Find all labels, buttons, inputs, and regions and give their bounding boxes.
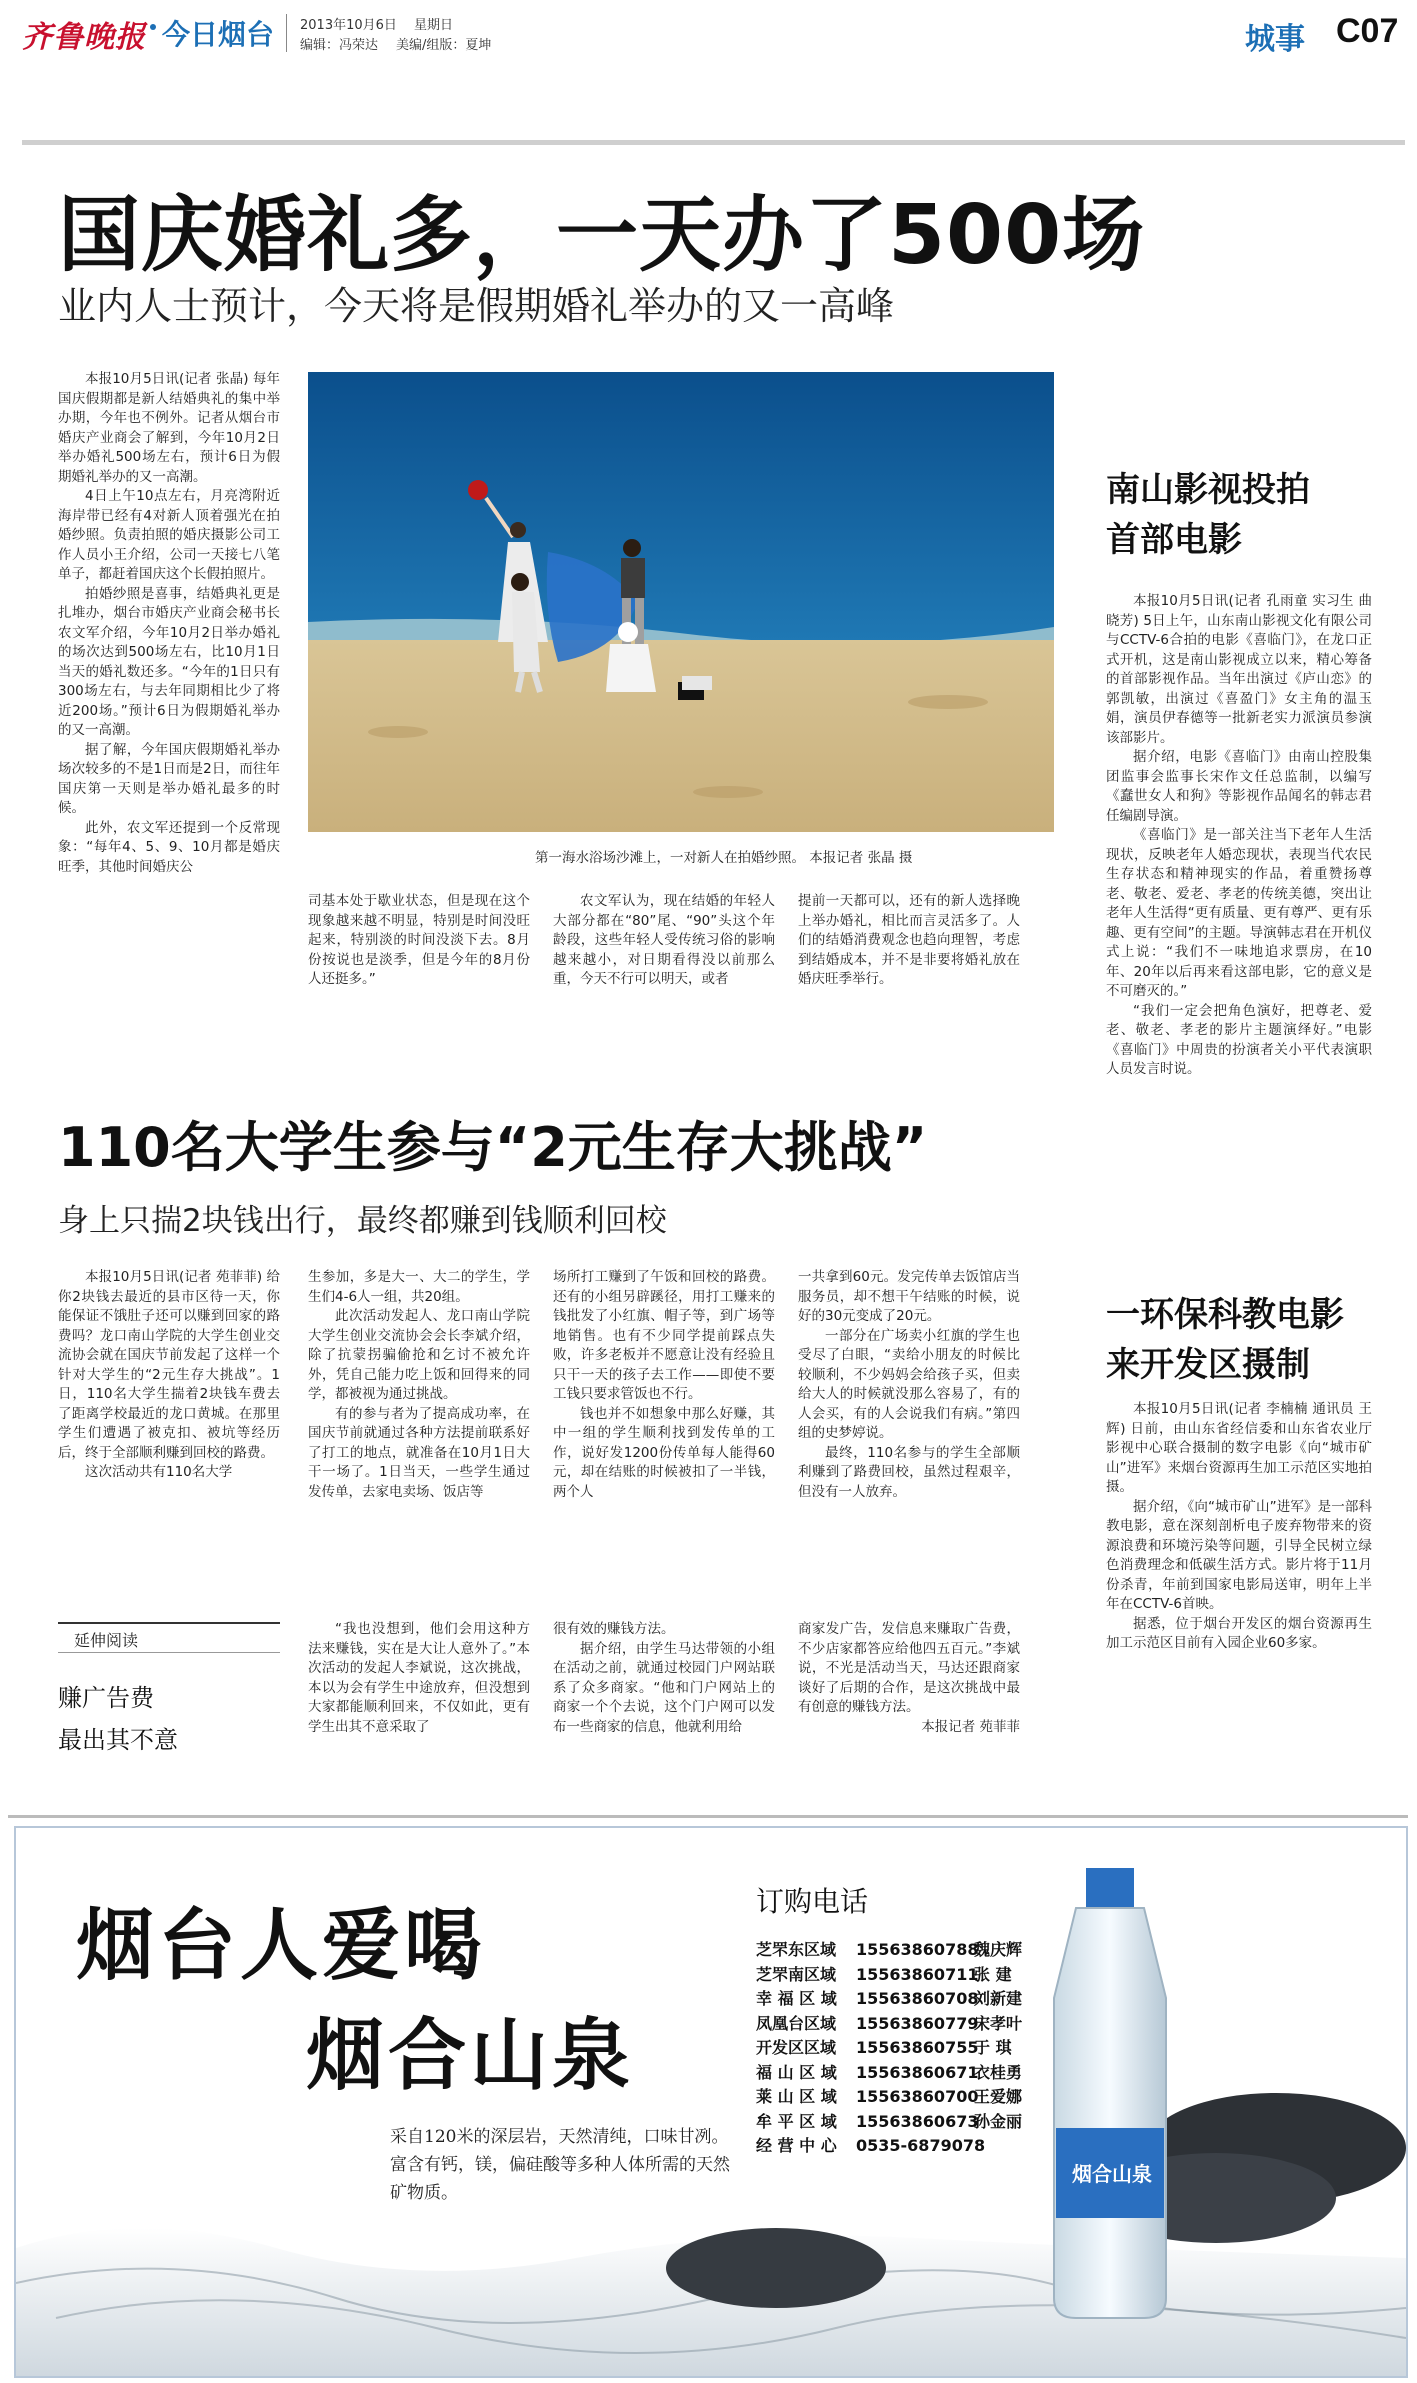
headline-line: 首部电影 [1106,520,1242,560]
contact-row [756,1987,1046,2012]
story2-column-3 [553,1268,775,1502]
section-name: 城事 [1245,22,1305,57]
side-story1-headline [1106,465,1310,565]
byline: 本报记者 苑菲菲 [921,1718,1020,1735]
paragraph: 《喜临门》是一部关注当下老年人生活现状，反映老年人婚恋现状，表现当代农民生存状态和精神现实的作品，着重赞扬尊老、敬老、爱老、孝老的传统美德，突出让老年人生活得“更有质量、更有尊严、更有乐趣、更有空间”的主题。导演韩志君在开机仪式上说：“我们不一味地追求票房，在10年、20年以后再来看这部电影，它的意义是不可磨灭的。” [1106,827,1372,999]
story2-headline: 110名大学生参与“2元生存大挑战” [58,1116,928,1179]
contact-phone: 15563860671 [856,2062,979,2082]
sidebar-title-line-1: 赚广告费 [58,1684,154,1712]
paragraph: 司基本处于歇业状态，但是现在这个现象越来越不明显，特别是时间没旺起来，特别淡的时间没淡下去。8月份按说也是淡季，但是今年的8月份人还挺多。” [308,893,530,987]
contact-row [756,2134,1046,2159]
ad-phone-title: 订购电话 [756,1885,869,1918]
story1-headline: 国庆婚礼多，一天办了500场 [58,188,1146,283]
contact-area: 莱 山 区 域 [756,2087,837,2106]
logo-dot [150,24,156,30]
paragraph: 据介绍，由学生马达带领的小组在活动之前，就通过校园门户网站联系了众多商家。“他和门户网站上的商家一个个去说，这个门户网可以发布一些商家的信息，他就利用给 [553,1640,775,1735]
headline-line: 来开发区摄制 [1106,1345,1310,1385]
paragraph: 有的参与者为了提高成功率，在国庆节前就通过各种方法提前联系好了打工的地点，就准备在10月1日大干一场了。1日当天，一些学生通过发传单，去家电卖场、饭店等 [308,1405,530,1500]
paragraph: 此外，农文军还提到一个反常现象：“每年4、5、9、10月都是婚庆旺季，其他时间婚庆公 [58,819,280,875]
contact-phone: 15563860788 [856,1940,979,1959]
water-advertisement [14,1826,1408,2378]
contact-name: 刘新建 [974,1989,1023,2008]
contact-row [756,1963,1046,1988]
story2-column-4 [798,1268,1020,1502]
sidebar-label: 延伸阅读 [74,1631,139,1650]
contact-name: 孙金丽 [974,2111,1023,2131]
contact-area: 经 营 中 心 [756,2136,837,2155]
contact-row [756,1938,1046,1963]
paragraph: 一部分在广场卖小红旗的学生也受尽了白眼，“卖给小朋友的时候比较顺利，不少妈妈会给孩子买，但卖给大人的时候就没那么容易了，有的人会买，有的人会说我们有病。”第四组的史梦婷说。 [798,1327,1020,1441]
headline-line: 一环保科教电影 [1106,1295,1344,1335]
edition-name: 今日烟台 [162,18,275,51]
contact-name: 王爱娜 [974,2087,1023,2106]
contact-row [756,2012,1046,2037]
sidebar-rule [58,1622,280,1624]
contact-area: 芝罘东区域 [756,1940,837,1959]
contact-phone: 15563860711 [856,1964,979,1984]
editor-credit: 编辑：冯荣达 [300,38,379,53]
paragraph: 此次活动发起人、龙口南山学院大学生创业交流协会会长李斌介绍，除了抗蒙拐骗偷抢和乞讨不被允许外，凭自己能力吃上饭和回得来的同学，都被视为通过挑战。 [308,1308,530,1402]
contact-phone: 15563860755 [856,2038,979,2057]
paragraph: 一共拿到60元。发完传单去饭馆店当服务员，却不想干午结账的时候，说好的30元变成了20元。 [798,1269,1020,1324]
contact-name: 于 琪 [974,2038,1012,2057]
ad-copy: 采自120米的深层岩，天然清纯，口味甘冽。富含有钙，镁，偏硅酸等多种人体所需的天然矿物质。 [390,2127,730,2203]
contact-row [756,2036,1046,2061]
story2-column-1 [58,1268,280,1483]
side-story2-body [1106,1400,1372,1654]
masthead-rule [22,140,1405,145]
issue-weekday: 星期日 [414,18,454,33]
contact-phone: 0535-6879078 [856,2136,986,2155]
paragraph: 很有效的赚钱方法。 [553,1621,675,1637]
paragraph: 本报10月5日讯(记者 孔雨童 实习生 曲晓芳) 5日上午，山东南山影视文化有限公司与CCTV-6合拍的电影《喜临门》，在龙口正式开机，这是南山影视成立以来，精心筹备的首部影视作品。当年出演过《庐山恋》的郭凯敏，出演过《喜盈门》女主角的温玉娟，演员伊春德等一批新老实力派演员参演该部影片。 [1106,593,1372,746]
photo-caption: 第一海水浴场沙滩上，一对新人在拍婚纱照。 本报记者 张晶 摄 [535,850,913,866]
wedding-beach-photo [308,372,1054,832]
contact-row [756,2085,1046,2110]
paragraph: 本报10月5日讯(记者 苑菲菲) 给你2块钱去最近的县市区待一天，你能保证不饿肚子还可以赚到回家的路费吗？龙口南山学院的大学生创业交流协会就在国庆节前发起了这样一个针对大学生的“2元生存大挑战”。1日，110名大学生揣着2块钱车费去了距离学校最近的龙口黄城。在那里学生们遭遇了被克扣、被坑等经历后，终于全部顺利赚到回校的路费。 [58,1269,280,1461]
paragraph: 农文军认为，现在结婚的年轻人大部分都在“80”尾、“90”头这个年龄段，这些年轻人受传统习俗的影响越来越小，对日期看得没以前那么重，今天不行可以明天，或者 [553,893,775,987]
contact-name: 魏庆辉 [974,1940,1023,1959]
story2-subhead: 身上只揣2块钱出行，最终都赚到钱顺利回校 [58,1203,667,1239]
contact-name: 衣桂勇 [974,2062,1023,2082]
story1-column-3 [553,892,775,990]
contact-phone: 15563860708 [856,1989,979,2008]
side-story1-body [1106,592,1372,1080]
contact-phone: 15563860700 [856,2087,979,2106]
sidebar-column-4 [798,1620,1020,1737]
paragraph: 钱也并不如想象中那么好赚，其中一组的学生顺利找到发传单的工作，说好发1200份传单每人能得60元，却在结账的时候被扣了一半钱，两个人 [553,1405,775,1500]
story1-column-1 [58,370,280,877]
contact-area: 福 山 区 域 [756,2062,837,2082]
masthead-divider [286,14,287,52]
paragraph: 据悉，位于烟台开发区的烟台资源再生加工示范区目前有入园企业60多家。 [1106,1615,1372,1651]
paragraph: “我们一定会把角色演好，把尊老、爱老、敬老、孝老的影片主题演绎好。”电影《喜临门》中周贵的扮演者关小平代表演职人员发言时说。 [1106,1002,1372,1077]
ad-contact-list [756,1938,1046,2159]
contact-row [756,2061,1046,2086]
ad-slogan-line-2: 烟合山泉 [306,2010,635,2101]
story1-column-4 [798,892,1020,990]
paragraph: 4日上午10点左右，月亮湾附近海岸带已经有4对新人顶着强光在拍婚纱照。负责拍照的婚庆摄影公司工作人员小王介绍，公司一天接七八笔单子，都赶着国庆这个长假拍照片。 [58,488,280,582]
contact-phone: 15563860673 [856,2111,979,2131]
contact-area: 凤凰台区域 [756,2013,837,2033]
paragraph: 本报10月5日讯(记者 李楠楠 通讯员 王辉) 日前，由山东省经信委和山东省农业厅影视中心联合摄制的数字电影《向“城市矿山”进军》来烟台资源再生加工示范区实地拍摄。 [1106,1401,1372,1495]
contact-area: 开发区区域 [756,2038,837,2057]
contact-area: 芝罘南区域 [756,1964,837,1984]
contact-row [756,2110,1046,2135]
issue-date: 2013年10月6日 [300,18,397,33]
contact-phone: 15563860779 [856,2013,979,2033]
story1-column-2 [308,892,530,990]
paragraph: 商家发广告，发信息来赚取广告费，不少店家都答应给他四五百元。”李斌说，不光是活动当天，马达还跟商家谈好了后期的合作，是这次挑战中最有创意的赚钱方法。 [798,1621,1020,1715]
masthead [0,0,1417,72]
sidebar-column-3 [553,1620,775,1737]
bottle-label: 烟合山泉 [1072,2162,1152,2186]
paragraph: 生参加，多是大一、大二的学生，学生们4-6人一组，共20组。 [308,1269,530,1305]
story1-subhead: 业内人士预计，今天将是假期婚礼举办的又一高峰 [58,284,895,328]
paragraph: 拍婚纱照是喜事，结婚典礼更是扎堆办，烟台市婚庆产业商会秘书长农文军介绍，今年10月2日举办婚礼的场次达到500场左右，比10月1日当天的婚礼数还多。“今年的1日只有300场左右，与去年同期相比少了将近200场。”预计6日为假期婚礼举办的又一高潮。 [58,585,280,738]
ad-slogan-line-1: 烟台人爱喝 [76,1900,487,1991]
sidebar-column-2 [308,1620,530,1737]
paragraph: 场所打工赚到了午饭和回校的路费。还有的小组另辟蹊径，用打工赚来的钱批发了小红旗、帽子等，到广场等地销售。也有不少同学提前踩点失败，许多老板并不愿意让没有经验且只干一天的孩子去工作——即使不要工钱只要求管饭也不行。 [553,1269,775,1402]
paragraph: 这次活动共有110名大学 [85,1464,233,1480]
contact-name: 宋孝叶 [974,2013,1023,2033]
page-number: C07 [1336,12,1399,50]
paragraph: 据介绍，《向“城市矿山”进军》是一部科教电影，意在深刻剖析电子废弃物带来的资源浪费和环境污染等问题，引导全民树立绿色消费理念和低碳生活方式。影片将于11月份杀青，年前到国家电影局送审，明年上半年在CCTV-6首映。 [1106,1498,1372,1612]
ad-top-rule [8,1815,1408,1818]
paragraph: 提前一天都可以，还有的新人选择晚上举办婚礼，相比而言灵活多了。人们的结婚消费观念也趋向理智，考虑到结婚成本，并不是非要将婚礼放在婚庆旺季举行。 [798,893,1020,987]
side-story2-headline [1106,1290,1344,1390]
paragraph: 据介绍，电影《喜临门》由南山控股集团监事会监事长宋作文任总监制，以编写《蠢世女人和狗》等影视作品闻名的韩志君任编剧导演。 [1106,749,1372,824]
designer-credit: 美编/组版：夏坤 [396,38,492,53]
paragraph: 据了解，今年国庆假期婚礼举办场次较多的不是1日而是2日，而往年国庆第一天则是举办婚礼最多的时候。 [58,741,280,816]
sidebar-label-rule [58,1652,280,1653]
newspaper-logo: 齐鲁晚报 [22,20,146,55]
contact-area: 幸 福 区 域 [756,1989,837,2008]
contact-name: 张 建 [974,1964,1012,1984]
paragraph: “我也没想到，他们会用这种方法来赚钱，实在是大让人意外了。”本次活动的发起人李斌说，这次挑战，本以为会有学生中途放弃，但没想到大家都能顺利回来，不仅如此，更有学生出其不意采取了 [308,1621,530,1735]
paragraph: 本报10月5日讯(记者 张晶) 每年国庆假期都是新人结婚典礼的集中举办期，今年也不例外。记者从烟台市婚庆产业商会了解到，今年10月2日举办婚礼500场左右，预计6日为假期婚礼举办的又一高潮。 [58,371,280,485]
contact-area: 牟 平 区 域 [756,2111,837,2131]
headline-line: 南山影视投拍 [1106,470,1310,510]
sidebar-title-line-2: 最出其不意 [58,1726,178,1754]
paragraph: 最终，110名参与的学生全部顺利赚到了路费回校，虽然过程艰辛，但没有一人放弃。 [798,1444,1020,1500]
story2-column-2 [308,1268,530,1502]
